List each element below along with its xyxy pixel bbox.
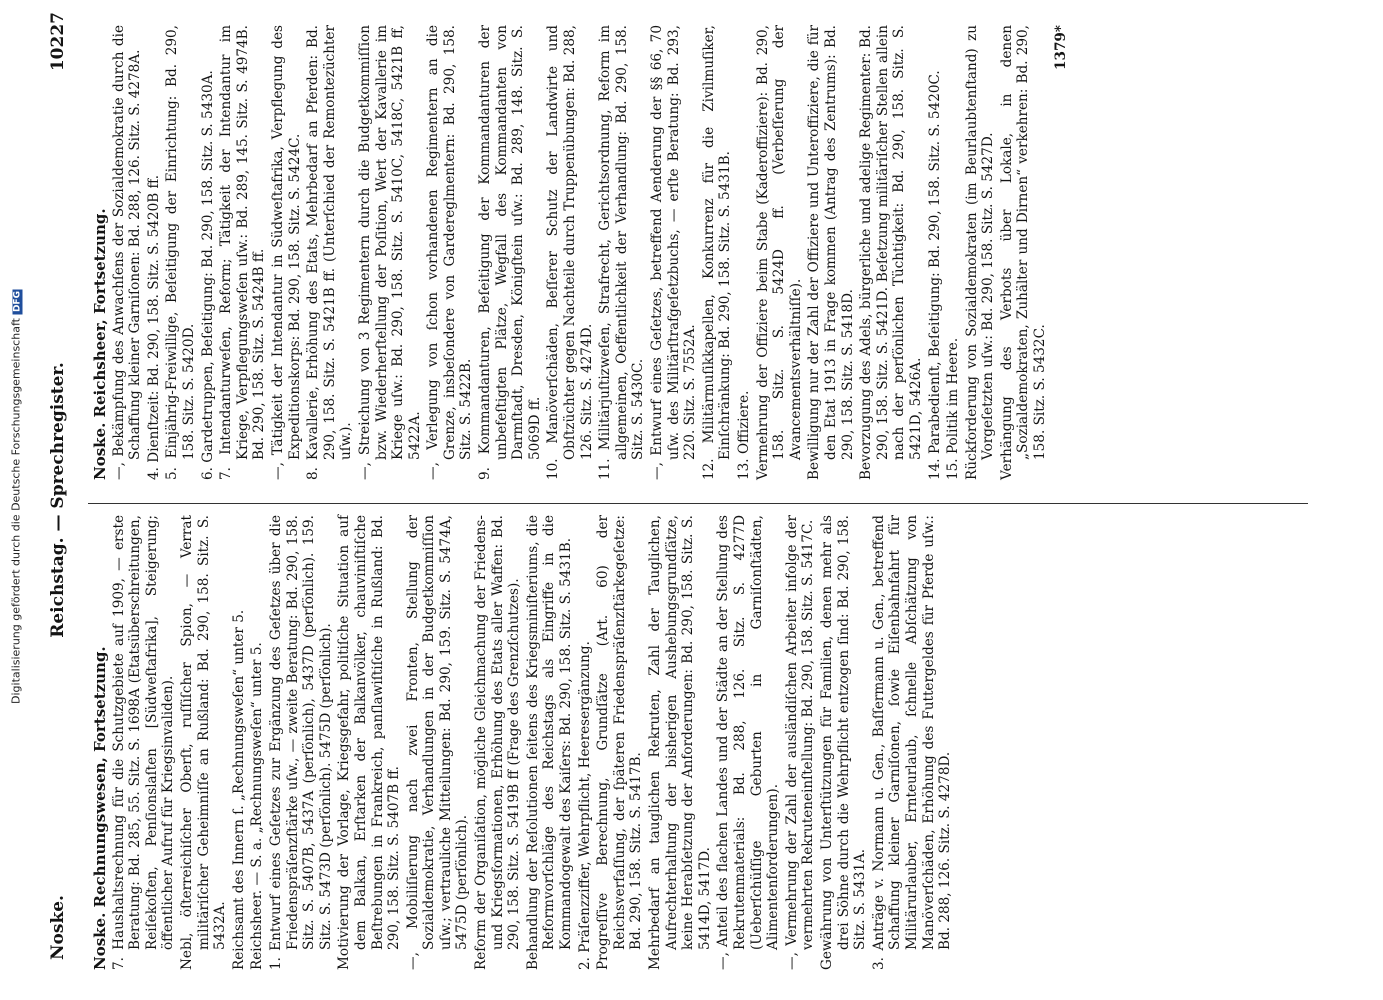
index-entry: Reichsamt des Innern ſ. „Rechnungsweſen“ unter 5.	[230, 609, 247, 970]
right-column	[92, 25, 1069, 480]
footer	[6, 0, 26, 1000]
index-entry: —, Tätigkeit der Intendantur in Südweſtafrika, Verpflegung des Expeditionskorps: Bd. 290, 158. Sitz. S. 5424C.	[269, 25, 303, 480]
footer-credit: Digitalisierung gefördert durch die Deutsche ForschungsgemeinschaftDFG	[9, 291, 23, 704]
column-divider	[88, 503, 1308, 504]
index-entry: 3. Anträge v. Normann u. Gen., Baſſermann u. Gen., betreffend Schaffung kleiner Garniſonen, ſowie Eiſenbahnfahrt für Militärurlauber, Ernteurlaub, ſchnelle Abſchätzung von Manöverſchäden, Erhöhung des Futtergeldes für Pferde uſw.: Bd. 288, 126. Sitz. S. 4278D.	[870, 515, 954, 970]
index-entry: 9. Kommandanturen, Beſeitigung der Kommandanturen der unbefeſtigten Plätze, Wegfall des Kommandanten von Darmſtadt, Dresden, Königſtein uſw.: Bd. 289, 148. Sitz. S. 5069D ff.	[477, 25, 543, 480]
index-entry: —, Verlegung von ſchon vorhandenen Regimentern an die Grenze, insbeſondere von Gardereglmentern: Bd. 290, 158. Sitz. S. 5422B.	[425, 25, 475, 480]
document-page	[30, 0, 1330, 1000]
index-entry: 7. Haushaltsrechnung für die Schutzgebiete auf 1909, — erste Beratung: Bd. 285, 55. Sitz. S. 1698A (Etatsüberschreitungen, Reiſekoſten, Penſionslaſten [Südweſtafrika], Steigerung; öffentlicher Aufruf für Kriegsinvaliden).	[110, 515, 177, 970]
index-entry: 5. Einjährig-Freiwillige, Beſeitigung der Einrichtung: Bd. 290, 158. Sitz. S. 5420D.	[164, 25, 197, 480]
index-entry: 8. Kavallerie, Erhöhung des Etats, Mehrbedarf an Pferden: Bd. 290, 158. Sitz. S. 5421B ff. (Unterſchied der Remontezüchter uſw.).	[305, 25, 355, 480]
index-entry: Motivierung der Vorlage, Kriegsgefahr, politiſche Situation auf dem Balkan, Erſtarken der Balkanvölker, chauviniſtiſche Beſtrebungen in Frankreich, panſlawiſtiſche in Rußland: Bd. 290, 158. Sitz. S. 5407B ff.	[336, 515, 403, 970]
index-entry: Behandlung der Reſolutionen ſeitens des Kriegsminiſteriums, die Reformvorſchläge des Reichstags als Eingriffe in die Kommandogewalt des Kaiſers: Bd. 290, 158. Sitz. S. 5431B.	[524, 515, 575, 970]
index-entry: Reform der Organiſation, mögliche Gleichmachung der Friedens- und Kriegsformationen, Erhöhung des Etats aller Waffen: Bd. 290, 158. Sitz. S. 5419B ff (Frage des Grenzſchutzes).	[473, 515, 523, 970]
page-footer-number: 1379*	[1052, 25, 1069, 70]
index-entry: Vermehrung der Offiziere beim Stabe (Kaderoffiziere): Bd. 290, 158. Sitz. S. 5424D ff. (Verbeſſerung der Avancementsverhältniſſe).	[754, 25, 804, 480]
index-entry: Progreſſive Berechnung, Grundſätze (Art. 60) der Reichsverfaſſung, der ſpäteren Friedenspräſenzſtärkegeſetze: Bd. 290, 158. Sitz. S. 5417B.	[595, 515, 645, 970]
index-entry: 10. Manöverſchäden, Beſſerer Schutz der Landwirte und Obſtzüchter gegen Nachteile durch Truppenübungen: Bd. 288, 126. Sitz. S. 4274D.	[545, 25, 595, 480]
index-entry: Mehrbedarf an tauglichen Rekruten, Zahl der Tauglichen, Aufrechterhaltung der bisherigen Aushebungsgrundſätze, keine Herabſetzung der Anforderungen: Bd. 290, 158. Sitz. S. 5414D, 5417D.	[647, 515, 713, 970]
index-entry: —, Vermehrung der Zahl der ausländiſchen Arbeiter infolge der vermehrten Rekruteneinſtellung: Bd. 290, 158. Sitz. S. 5417C.	[783, 515, 817, 970]
header-left: Noske.	[48, 895, 68, 960]
index-entry: 15. Politik im Heere.	[945, 337, 962, 480]
index-entry: —, Streichung von 3 Regimentern durch die Budgetkommiſſion bzw. Wiederherſtellung der Poſition, Wert der Kavallerie im Kriege uſw.: Bd. 290, 158. Sitz. S. 5410C, 5418C, 5421B ff, 5422A.	[356, 25, 423, 480]
index-entry: Gewährung von Unterſtützungen für Familien, denen mehr als drei Söhne durch die Wehrpflicht entzogen ſind: Bd. 290, 158. Sitz. S. 5431A.	[818, 515, 869, 970]
index-entry: 4. Dienſtzeit: Bd. 290, 158. Sitz. S. 5420B ff.	[145, 174, 162, 480]
index-entry: 11. Militärjuſtizweſen, Strafrecht, Gerichtsordnung, Reform im allgemeinen, Oeffentlichkeit der Verhandlung: Bd. 290, 158. Sitz. S. 5430C.	[597, 25, 647, 480]
index-entry: 13. Offiziere.	[735, 390, 752, 480]
left-column	[92, 515, 956, 970]
index-entry: —, Entwurf eines Geſetzes, betreffend Aenderung der §§ 66, 70 uſw. des Militärſtrafgeſetzbuchs, — erſte Beratung: Bd. 293, 220. Sitz. S. 7552A.	[649, 25, 699, 480]
index-entry: Verhängung des Verbots über Lokale, in denen „Sozialdemokraten, Zuhälter und Dirnen“ verkehren: Bd. 290, 158. Sitz. S. 5432C.	[998, 25, 1049, 480]
right-section-title: Noske. Reichsheer, Fortsetzung.	[91, 208, 109, 480]
index-entry: Reichsheer. — S. a. „Rechnungsweſen“ unter 5.	[249, 642, 266, 970]
index-entry: Bevorzugung des Adels, bürgerliche und adelige Regimenter: Bd. 290, 158. Sitz. S. 5421D. Beſetzung militäriſcher Stellen allein nach der perſönlichen Tüchtigkeit: Bd. 290, 158. Sitz. S. 5421D, 5426A.	[858, 25, 924, 480]
index-entry: 6. Gardetruppen, Beſeitigung: Bd. 290, 158. Sitz. S. 5430A.	[199, 70, 216, 480]
header-center: Reichstag. — Sprechregister.	[48, 362, 68, 638]
index-entry: 14. Parabedienſt, Beſeitigung: Bd. 290, 158. Sitz. S. 5420C.	[926, 70, 943, 480]
header-page-number: 10227	[48, 12, 68, 72]
left-section-title: Noske. Rechnungswesen, Fortsetzung.	[91, 646, 109, 970]
page-header	[48, 0, 78, 1000]
index-entry: Rückforderung von Sozialdemokraten (im Beurlaubtenſtand) zu Vorgeſetzten uſw.: Bd. 290, 158. Sitz. S. 5427D.	[963, 25, 997, 480]
index-entry: —, Mobiliſierung nach zwei Fronten, Stellung der Sozialdemokratie, Verhandlungen in der Budgetkommiſſion uſw.; vertrauliche Mitteilungen: Bd. 290, 159. Sitz. S. 5474A, 5475D (perſönlich).	[404, 515, 471, 970]
index-entry: Bewilligung nur der Zahl der Offiziere und Unteroffiziere, die für den Etat 1913 in Frage kommen (Antrag des Zentrums): Bd. 290, 158. Sitz. S. 5418D.	[806, 25, 856, 480]
index-entry: Nebl, öſterreichiſcher Oberſt, ruſſiſcher Spion, — Verrat militäriſcher Geheimniſſe an Rußland: Bd. 290, 158. Sitz. S. 5432A.	[178, 515, 229, 970]
index-entry: 2. Präſenzziffer, Wehrpflicht, Heeresergänzung.	[576, 641, 593, 970]
index-entry: —, Anteil des flachen Landes und der Städte an der Stellung des Rekrutenmaterials: Bd. 288, 126. Sitz. S. 4277D (Ueberſchüſſige Geburten in Garniſonſtädten, Alimentenforderungen).	[715, 515, 782, 970]
index-entry: 7. Intendanturweſen, Reform; Tätigkeit der Intendantur im Kriege, Verpflegungsweſen uſw.: Bd. 289, 145. Sitz. S. 4974B. Bd. 290, 158. Sitz. S. 5424B ff.	[218, 25, 268, 480]
index-entry: —, Bekämpfung des Anwachſens der Sozialdemokratie durch die Schaffung kleiner Garniſonen: Bd. 288, 126. Sitz. S. 4278A.	[110, 25, 144, 480]
dfg-logo: DFG	[12, 291, 23, 313]
index-entry: 12. Militärmuſikkapellen, Konkurrenz für die Zivilmuſiker, Einſchränkung: Bd. 290, 158. Sitz. S. 5431B.	[700, 25, 734, 480]
index-entry: 1. Entwurf eines Geſetzes zur Ergänzung des Geſetzes über die Friedenspräſenzſtärke uſw., — zweite Beratung: Bd. 290, 158. Sitz. S. 5407B, 5437A (perſönlich), 5437D (perſönlich). 159. Sitz. S. 5473D (perſönlich). 5475D (perſönlich).	[267, 515, 334, 970]
